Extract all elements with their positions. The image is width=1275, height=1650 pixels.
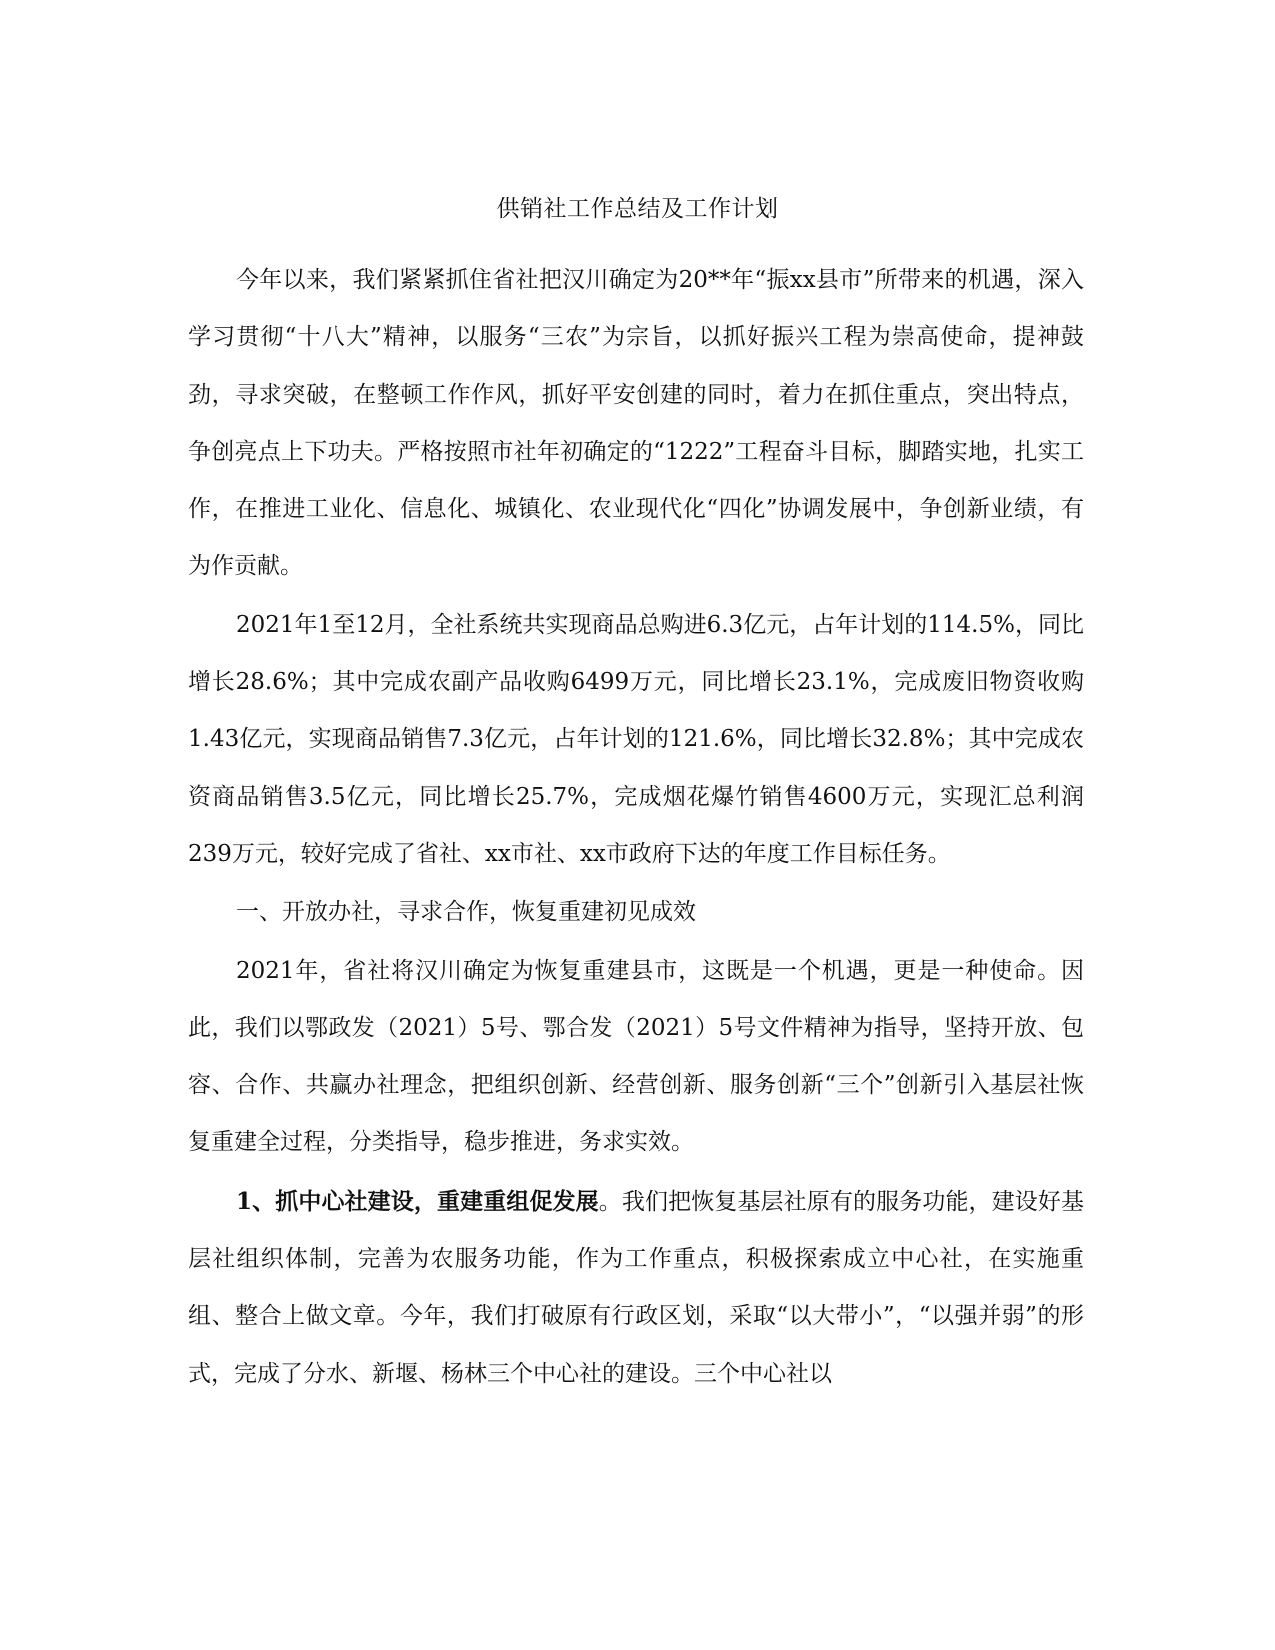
paragraph-center-coop (188, 1173, 1084, 1403)
paragraph-rebuild (188, 943, 1084, 1172)
paragraph-statistics-text: 2021年1至12月，全社系统共实现商品总购进6.3亿元，占年计划的114.5%，同比增长28.6%；其中完成农副产品收购6499万元，同比增长23.1%，完成废旧物资收购1.43亿元，实现商品销售7.3亿元，占年计划的121.6%，同比增长32.8%；其中完成农资商品销售3.5亿元，同比增长25.7%，完成烟花爆竹销售4600万元，实现汇总利润239万元，较好完成了省社、xx市社、xx市政府下达的年度工作目标任务。 (188, 611, 1084, 867)
document-title: 供销社工作总结及工作计划 (496, 196, 779, 222)
paragraph-intro (188, 252, 1084, 596)
paragraph-intro-text: 今年以来，我们紧紧抓住省社把汉川确定为20**年“振xx县市”所带来的机遇，深入学习贯彻“十八大”精神，以服务“三农”为宗旨，以抓好振兴工程为崇高使命，提神鼓劲，寻求突破，在整顿工作作风，抓好平安创建的同时，着力在抓住重点，突出特点，争创亮点上下功夫。严格按照市社年初确定的“1222”工程奋斗目标，脚踏实地，扎实工作，在推进工业化、信息化、城镇化、农业现代化“四化”协调发展中，争创新业绩，有为作贡献。 (188, 267, 1084, 580)
paragraph-center-coop-text: 。我们把恢复基层社原有的服务功能，建设好基层社组织体制，完善为农服务功能，作为工作重点，积极探索成立中心社，在实施重组、整合上做文章。今年，我们打破原有行政区划，采取“以大带小”，“以强并弱”的形式，完成了分水、新堰、杨林三个中心社的建设。三个中心社以 (188, 1188, 1084, 1387)
paragraph-statistics (188, 597, 1084, 883)
paragraph-rebuild-text: 2021年，省社将汉川确定为恢复重建县市，这既是一个机遇，更是一种使命。因此，我们以鄂政发（2021）5号、鄂合发（2021）5号文件精神为指导，坚持开放、包容、合作、共赢办社理念，把组织创新、经营创新、服务创新“三个”创新引入基层社恢复重建全过程，分类指导，稳步推进，务求实效。 (188, 957, 1084, 1156)
paragraph-center-coop-lead: 1、抓中心社建设，重建重组促发展 (236, 1187, 599, 1215)
section-heading-one (188, 884, 1084, 941)
document-body (188, 252, 1084, 1404)
section-heading-one-text: 一、开放办社，寻求合作，恢复重建初见成效 (236, 899, 696, 926)
